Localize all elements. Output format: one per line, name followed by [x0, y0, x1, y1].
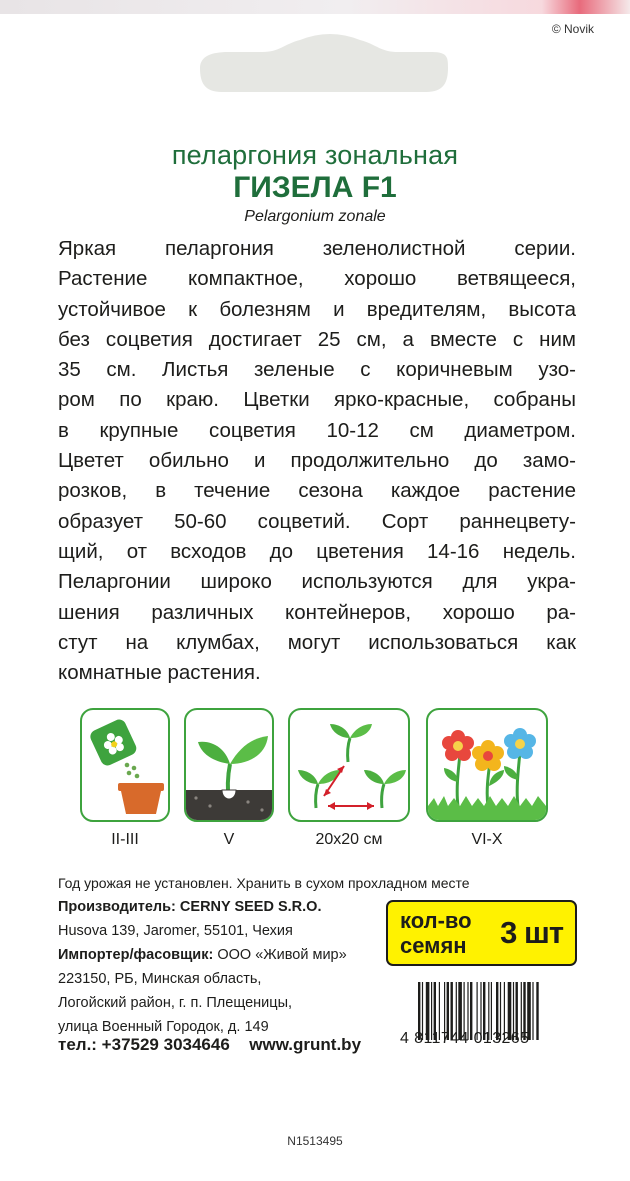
- step-label-seedling: V: [223, 831, 235, 848]
- seed-count-value: 3 шт: [500, 915, 563, 950]
- producer-address: Husova 139, Jaromer, 55101, Чехия: [58, 923, 293, 939]
- website-link[interactable]: www.grunt.by: [249, 1035, 362, 1054]
- step-label-sowing: II-III: [111, 831, 139, 848]
- seed-count-label-line-2: семян: [400, 933, 467, 958]
- step-label-flowering: VI-X: [471, 831, 503, 848]
- step-flowering: [426, 708, 548, 822]
- producer-label: Производитель:: [58, 899, 176, 915]
- planting-spacing-icon: [290, 710, 408, 820]
- hang-tab-shape: [0, 0, 630, 120]
- importer-address-2: Логойский район, г. п. Плещеницы,: [58, 995, 293, 1011]
- importer-line: [58, 947, 347, 963]
- importer-address-1: 223150, РБ, Минская область,: [58, 971, 262, 987]
- description-line: образует 50-60 соцветий. Сорт раннецвету-: [58, 509, 576, 533]
- step-label-spacing: 20x20 см: [315, 831, 383, 848]
- harvest-note: Год урожая не установлен. Хранить в сухом прохладном месте: [58, 875, 470, 891]
- description-line: стут на клумбах, могут использоваться как: [58, 630, 576, 654]
- latin-name: Pelargonium zonale: [244, 208, 386, 225]
- step-seedling: [184, 708, 274, 822]
- barcode-digits: 4 811744 013265: [400, 1030, 530, 1047]
- description-line: ром по краю. Цветки ярко-красные, собраны: [58, 388, 576, 412]
- producer-line: [58, 899, 321, 915]
- code-number: N1513495: [287, 1134, 343, 1148]
- description-line: Растение компактное, хорошо ветвящееся,: [58, 267, 576, 291]
- flowers-icon: [428, 710, 546, 820]
- seed-count-badge: [386, 900, 577, 966]
- variety-name: ГИЗЕЛА F1: [233, 171, 397, 204]
- description-line: 35 см. Листья зеленые с коричневым узо-: [58, 358, 576, 382]
- seed-count-label: [400, 908, 472, 958]
- seedling-icon: [186, 710, 272, 820]
- sowing-pot-icon: [82, 710, 168, 820]
- description-line: комнатные растения.: [58, 661, 261, 685]
- step-sowing: [80, 708, 170, 822]
- step-spacing: [288, 708, 410, 822]
- phone: тел.: +37529 3034646: [58, 1035, 230, 1054]
- contacts-line: [58, 1035, 361, 1055]
- description-line: розков, в течение сезона каждое растение: [58, 479, 576, 503]
- description-line: Пеларгонии широко используются для укра-: [58, 570, 576, 594]
- producer-name: CERNY SEED S.R.O.: [179, 899, 322, 915]
- description-line: Цветет обильно и продолжительно до замо-: [58, 449, 576, 473]
- description: [58, 234, 576, 688]
- importer-name: ООО «Живой мир»: [217, 947, 347, 963]
- description-line: в крупные соцветия 10-12 см диаметром.: [58, 418, 576, 442]
- description-line: Яркая пеларгония зеленолистной серии.: [58, 237, 576, 260]
- description-line: без соцветия достигает 25 см, а вместе с ним: [58, 327, 576, 351]
- description-line: устойчивое к болезням и вредителям, высота: [58, 297, 576, 321]
- importer-label: Импортер/фасовщик:: [58, 947, 214, 963]
- copyright: © Novik: [551, 22, 594, 36]
- seed-count-label-line-1: кол-во: [400, 908, 472, 933]
- importer-address-3: улица Военный Городок, д. 149: [58, 1019, 269, 1035]
- description-line: шения различных контейнеров, хорошо ра-: [58, 600, 576, 624]
- product-name: пеларгония зональная: [171, 140, 459, 170]
- description-line: щий, от всходов до цветения 14-16 недель.: [58, 539, 576, 563]
